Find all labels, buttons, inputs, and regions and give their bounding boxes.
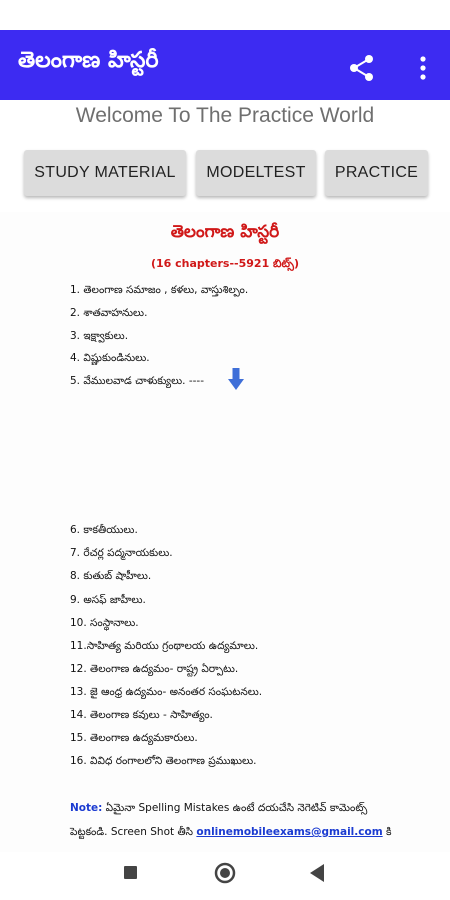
study-material-button[interactable]: STUDY MATERIAL bbox=[24, 150, 186, 196]
chapter-item: 13. జై ఆంధ్ర ఉద్యమం- అనంతర సంఘటనలు. bbox=[70, 686, 263, 698]
note-paragraph bbox=[70, 796, 400, 844]
recents-icon[interactable] bbox=[124, 866, 137, 879]
chapter-item: 10. సంస్థానాలు. bbox=[70, 617, 139, 629]
back-icon[interactable] bbox=[310, 864, 324, 882]
note-label: Note: bbox=[70, 802, 103, 814]
chapter-item: 16. వివిధ రంగాలలోని తెలంగాణ ప్రముఖులు. bbox=[70, 755, 257, 767]
document-title: తెలంగాణ హిస్టరీ bbox=[170, 222, 280, 242]
chapter-item: 1. తెలంగాణ సమాజం , కళలు, వాస్తుశిల్పం. bbox=[70, 284, 249, 296]
practice-button[interactable]: PRACTICE bbox=[325, 150, 428, 196]
home-icon[interactable] bbox=[214, 862, 236, 884]
status-bar bbox=[0, 0, 450, 30]
chapter-item: 15. తెలంగాణ ఉద్యమకారులు. bbox=[70, 732, 198, 744]
document-subtitle: (16 chapters--5921 బిట్స్) bbox=[150, 257, 300, 270]
chapter-item: 11.సాహిత్య మరియు గ్రంథాలయ ఉద్యమాలు. bbox=[70, 640, 259, 652]
note-text: ఏమైనా Spelling Mistakes ఉంటే దయచేసి నెగెటివ్ కామెంట్స్ పెట్టకండి. Screen Shot తీసి bbox=[70, 802, 368, 838]
chapter-item: 3. ఇక్ష్వాకులు. bbox=[70, 330, 129, 342]
chapter-item: 14. తెలంగాణ కవులు - సాహిత్యం. bbox=[70, 709, 213, 721]
navigation-bar bbox=[0, 852, 450, 900]
email-link[interactable]: onlinemobileexams@gmail.com bbox=[196, 826, 383, 838]
chapter-item: 6. కాకతీయులు. bbox=[70, 524, 138, 536]
chapter-item: 2. శాతవాహనులు. bbox=[70, 307, 148, 319]
app-bar bbox=[0, 30, 450, 100]
chapter-item: 12. తెలంగాణ ఉద్యమం- రాష్ట్ర ఏర్పాటు. bbox=[70, 663, 239, 675]
share-icon[interactable] bbox=[346, 52, 378, 84]
chapter-item: 5. వేములవాడ చాళుక్యులు. ---- bbox=[70, 375, 204, 387]
chapter-item: 9. అసఫ్ జాహీలు. bbox=[70, 594, 146, 606]
app-title: తెలంగాణ హిస్టరీ bbox=[18, 48, 159, 73]
more-vert-icon[interactable] bbox=[412, 52, 434, 84]
chapter-item: 8. కుతుబ్ షాహీలు. bbox=[70, 570, 152, 582]
down-arrow-icon bbox=[228, 368, 244, 390]
model-test-button[interactable]: MODELTEST bbox=[196, 150, 316, 196]
chapter-item: 4. విష్ణుకుండినులు. bbox=[70, 352, 150, 364]
chapter-item: 7. రేచర్ల పద్మనాయకులు. bbox=[70, 547, 173, 559]
note-text-end: కి bbox=[382, 826, 392, 838]
welcome-text: Welcome To The Practice World bbox=[75, 104, 375, 127]
